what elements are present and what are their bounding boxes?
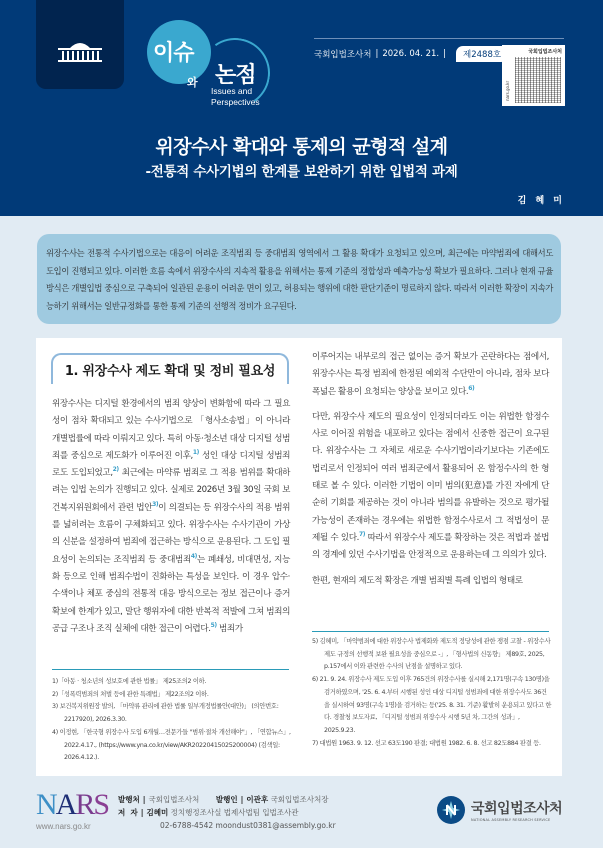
footnote-ref[interactable]: 6) (468, 384, 475, 392)
paragraph (312, 349, 549, 401)
footnote-item: 1)「아동 · 청소년의 성보호에 관한 법률」 제25조의2 이하. (52, 678, 207, 685)
national-assembly-logo-tab (36, 0, 124, 89)
qr-label: 국회입법조사처 (528, 49, 562, 55)
footnote-ref[interactable]: 7) (358, 531, 366, 539)
nars-brand-text (471, 798, 562, 822)
nars-brand-logo (437, 796, 562, 824)
label: 발행처 (118, 795, 140, 804)
separator: | (375, 49, 379, 59)
footnote-item: 4) 이정현, 「한국형 위장수사 도입 6개월…전문가들 "범위·절차 개선해야"」, 「연합뉴스」, 2022.4.17., (https://www.yna.co.kr/view/AKR20220415025200004) (검색일: 2026.4.12.). (52, 728, 291, 762)
national-assembly-building-icon (55, 38, 105, 64)
contact-info[interactable]: 02-6788-4542 moondust0381@assembly.go.kr (160, 821, 336, 830)
footnote-ref[interactable]: 3) (152, 500, 159, 508)
left-column (52, 396, 290, 646)
text: 위장수사는 디지털 환경에서의 범죄 양상이 변화함에 따라 그 필요성이 점차 확대되고 있는 수사기법으로 「형사소송법」이 아니라 개별법률에 따라 이뤄지고 있다. 특히 아동·청소년 대상 디지털 성범죄를 중심으로 제도화가 이루어진 이후, (52, 399, 290, 461)
footnotes-left (52, 676, 292, 765)
footnote-ref[interactable]: 5) (210, 622, 217, 629)
value: 김혜미 (146, 808, 169, 817)
series-title-english (211, 86, 260, 108)
series-en-line1: Issues and (211, 86, 253, 96)
issue-number-badge: 제2488호 (456, 46, 508, 62)
credits-line-2 (118, 806, 336, 819)
label: 저 자 (118, 808, 138, 817)
separator: | (240, 795, 244, 804)
series-title-issue: 이슈 (153, 41, 194, 66)
nars-emblem-icon (437, 796, 465, 824)
footnote-item: 2)「성폭력범죄의 처벌 등에 관한 특례법」 제22조의2 이하. (52, 690, 209, 698)
footnote-item: 3) 보건복지위원장 발의, 「마약류 관리에 관한 법률 일부개정법률안(대안)」 (의안번호: 2217920), 2026.3.30. (52, 703, 279, 724)
text: 이 의결되는 등 위장수사의 적용 범위를 넓히려는 흐름이 구체화되고 있다. 위장수사는 수사기관이 가상의 신분을 설정하여 범죄에 접근하는 방식으로 운용된다. 그 도입 필요성이 논의되는 조직범죄 등 중대범죄 (52, 502, 291, 565)
text: 따라서 위장수사 제도를 확장하는 것은 적법과 불법의 경계에 있던 수사기법을 안정적으로 운용하는데 그 의의가 있다. (312, 532, 549, 561)
publication-date: 2026. 04. 21. (382, 49, 440, 59)
footnotes-right (312, 636, 552, 750)
logo-letter: R (75, 788, 94, 821)
section-heading: 1. 위장수사 제도 확대 및 정비 필요성 (51, 353, 289, 384)
value: 국회입법조사처 (148, 795, 200, 804)
document-title: 위장수사 확대와 통제의 균형적 설계 (155, 136, 448, 158)
nars-wordmark (36, 790, 108, 820)
footnote-item: 6) 21. 9. 24. 위장수사 제도 도입 이후 765건의 위장수사를 실시해 2,171명(구속 130명)을 검거하였으며, '25. 6. 4.부터 시행된 성인 대상 디지털 성범죄에 대한 위장수사도 36건을 실시하여 93명(구속 1명)을 검거하는 등('25. 8. 31. 기준) 활발히 운용되고 있다고 한다. 경찰청 보도자료, 「디지털 성범죄 위장수사 시행 5년 차, 그간의 성과」, 2025.9.23. (312, 676, 552, 734)
text: 성인 대상 디지털 성범죄로도 도입되었고, (52, 450, 290, 479)
footnote-divider (52, 669, 289, 670)
value: 이관후 (246, 795, 269, 804)
credits-line-1 (118, 793, 336, 806)
website-link[interactable]: www.nars.go.kr (36, 822, 91, 831)
footnote-ref[interactable]: 1) (192, 449, 199, 457)
publisher-name: 국회입법조사처 (314, 50, 372, 60)
issues-and-perspectives-logo (145, 8, 285, 108)
separator: | (140, 808, 144, 817)
series-title-and: 와 (187, 76, 198, 89)
paragraph: 한편, 현재의 제도적 확장은 개별 범죄별 특례 입법의 형태로 (312, 575, 523, 586)
qr-code[interactable] (502, 45, 565, 106)
value: 정치행정조사실 법제사법팀 입법조사관 (170, 808, 299, 817)
publication-credits (118, 793, 336, 832)
publication-info (314, 46, 508, 62)
brand-name-korean: 국회입법조사처 (471, 801, 563, 817)
separator: | (443, 49, 447, 59)
author-name: 김 혜 미 (517, 196, 565, 206)
footnote-ref[interactable]: 4) (190, 552, 197, 560)
footnote-divider (312, 631, 549, 632)
footnote-item: 7) 대법원 1963. 9. 12. 선고 63도190 판결; 대법원 1982. 6. 8. 선고 82도884 판결 등. (312, 739, 541, 747)
text: 최근에는 마약류 범죄로 그 적용 범위를 확대하려는 입법 논의가 진행되고 있다. 실제로 2026년 3월 30일 국회 보건복지위원회에서 관련 법안 (52, 468, 290, 513)
series-en-line2: Perspectives (211, 97, 260, 107)
text: 범죄가 (216, 623, 243, 634)
footnote-item: 5) 김혜미, 「마약범죄에 대한 위장수사 법제화와 제도적 정당성에 관한 쟁점 고찰 - 위장수사제도 규정의 선행적 보완 필요성을 중심으로 -」, 「형사법의 신동향」 제89호, 2025, p.157에서 이와 관련한 수사의 난점을 설명하고 있다. (312, 638, 551, 671)
document-subtitle: -전통적 수사기법의 한계를 보완하기 위한 입법적 과제 (145, 164, 458, 180)
footnote-ref[interactable]: 2) (112, 466, 119, 474)
paragraph (312, 409, 549, 565)
header-divider (314, 38, 564, 39)
emblem-star-icon (437, 796, 465, 824)
label: 발행인 (215, 795, 238, 804)
text: 다만, 위장수사 제도의 필요성이 인정되더라도 이는 위법한 함정수사로 이어질 위험을 내포하고 있다는 점에서 신중한 접근이 요구된다. 위장수사는 그 자체로 새로운 수사기법이라기보다는 기존에도 법리로서 인정되어 여러 범죄군에서 활용되어 온 함정수사의 한 형태로 볼 수 있다. 이러한 기법이 이미 범의(犯意)를 가진 자에게 단순히 기회를 제공하는 것이 아니라 범의를 유발하는 것으로 평가될 가능성이 존재하는 경우에는 위법한 함정수사로서 그 적법성이 문제될 수 있다. (312, 411, 549, 543)
nars-logo (36, 790, 108, 831)
header-banner (0, 0, 603, 216)
text: 이루어지는 내부로의 접근 없이는 증거 확보가 곤란하다는 점에서, 위장수사는 특정 범죄에 한정된 예외적 수단만이 아니라, 점차 보다 폭넓은 활용이 요청되는 양상을 보이고 있다. (312, 352, 549, 397)
brand-name-english: NATIONAL ASSEMBLY RESEARCH SERVICE (471, 818, 551, 822)
value: 국회입법조사처장 (270, 795, 329, 804)
series-title-point: 논점 (215, 63, 256, 88)
separator: | (142, 795, 146, 804)
text: 는 폐쇄성, 비대면성, 지능화 등으로 인해 범죄수법이 진화하는 특성을 보인다. 이 경우 압수·수색이나 체포 중심의 전통적 대응 방식으로는 정보 접근이나 증거 확보에 한계가 있고, 말단 행위자에 대한 반복적 적발에 그쳐 범죄의 공급 구조나 조직 실체에 대한 접근이 어렵다. (52, 554, 290, 634)
qr-side-text: nars.go.kr (505, 80, 510, 101)
logo-letter: N (36, 788, 56, 821)
paragraph (52, 396, 290, 638)
logo-letter: A (55, 788, 76, 821)
summary-box: 위장수사는 전통적 수사기법으로는 대응이 어려운 조직범죄 등 중대범죄 영역에서 그 활용 확대가 요청되고 있으며, 최근에는 마약범죄에 대해서도 도입이 진행되고 있다. 이러한 흐름 속에서 위장수사의 지속적 활용을 위해서는 통제 기준의 정합성과 예측가능성 확보가 필요하다. 그러나 현재 규율방식은 개별입법 중심으로 구축되어 일관된 운용이 어려운 면이 있고, 허용되는 행위에 대한 판단기준이 명료하지 않다. 따라서 이러한 확장이 지속가능하기 위해서는 일반규정화를 통한 통제 기준의 선행적 정비가 요구된다. (37, 234, 561, 324)
qr-pattern (515, 57, 561, 103)
logo-letter: S (93, 788, 109, 821)
right-column (312, 349, 549, 598)
